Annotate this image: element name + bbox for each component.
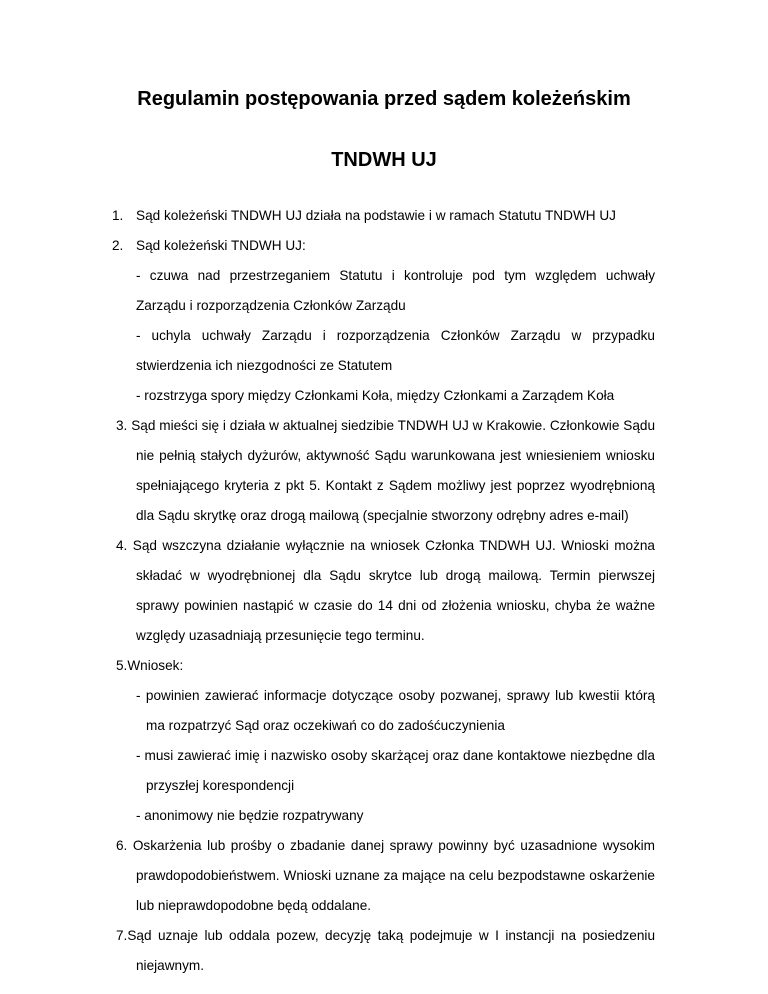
list-item-line: - musi zawierać imię i nazwisko osoby skarżącej oraz dane kontaktowe niezbędne dla: [136, 748, 655, 763]
paragraph-6-line: prawdopodobieństwem. Wnioski uznane za mające na celu bezpodstawne oskarżenie: [136, 868, 655, 883]
paragraph-4-line: [0, 621, 768, 651]
paragraph-text: Sąd koleżeński TNDWH UJ działa na podstawie i w ramach Statutu TNDWH UJ: [136, 208, 616, 223]
list-item-line: [0, 351, 768, 381]
paragraph-4-line: 4. Sąd wszczyna działanie wyłącznie na wniosek Członka TNDWH UJ. Wnioski można: [116, 538, 655, 553]
paragraph-text: lub nieprawdopodobne będą oddalane.: [136, 898, 372, 913]
paragraph-6-line: 6. Oskarżenia lub prośby o zbadanie danej sprawy powinny być uzasadnione wysokim: [116, 838, 655, 853]
list-item-text: stwierdzenia ich niezgodności ze Statutem: [136, 358, 393, 373]
paragraph-2: [0, 231, 768, 261]
paragraph-text: niejawnym.: [136, 958, 204, 973]
list-item-line: [0, 291, 768, 321]
document-subtitle: TNDWH UJ: [331, 149, 437, 171]
paragraph-text: 5.Wniosek:: [116, 658, 184, 673]
paragraph-7-line: 7.Sąd uznaje lub oddala pozew, decyzję taką podejmuje w I instancji na posiedzeniu: [116, 928, 655, 943]
list-item-line: - uchyla uchwały Zarządu i rozporządzenia Członków Zarządu w przypadku: [136, 328, 655, 343]
paragraph-text: Sąd koleżeński TNDWH UJ:: [136, 238, 306, 253]
paragraph-1: [0, 201, 768, 231]
paragraph-6-line: [0, 891, 768, 921]
paragraph-3-line: 3. Sąd mieści się i działa w aktualnej siedzibie TNDWH UJ w Krakowie. Członkowie Sądu: [116, 418, 655, 433]
list-item-text: przyszłej korespondencji: [146, 778, 295, 793]
paragraph-text: dla Sądu skrytkę oraz drogą mailową (specjalnie stworzony odrębny adres e-mail): [136, 508, 629, 523]
list-item-line: [0, 771, 768, 801]
paragraph-3-line: spełniającego kryteria z pkt 5. Kontakt z Sądem możliwy jest poprzez wyodrębnioną: [136, 478, 655, 493]
document-title: Regulamin postępowania przed sądem koleżeńskim: [137, 88, 631, 110]
list-item-line: [0, 711, 768, 741]
document-body: [0, 201, 768, 981]
list-item-text: - rozstrzyga spory między Członkami Koła, między Członkami a Zarządem Koła: [136, 388, 615, 403]
list-item-text: ma rozpatrzyć Sąd oraz oczekiwań co do zadośćuczynienia: [146, 718, 505, 733]
list-item-line: [0, 381, 768, 411]
paragraph-5-heading: [0, 651, 768, 681]
paragraph-3-line: [0, 501, 768, 531]
paragraph-4-line: sprawy powinien nastąpić w czasie do 14 dni od złożenia wniosku, chyba że ważne: [136, 598, 655, 613]
list-item-line: - czuwa nad przestrzeganiem Statutu i kontroluje pod tym względem uchwały: [136, 268, 655, 283]
list-item-text: - anonimowy nie będzie rozpatrywany: [136, 808, 364, 823]
paragraph-text: względy uzasadniają przesunięcie tego terminu.: [136, 628, 425, 643]
paragraph-number: 1.: [112, 208, 124, 223]
list-item-line: - powinien zawierać informacje dotyczące osoby pozwanej, sprawy lub kwestii którą: [136, 688, 655, 703]
paragraph-4-line: składać w wyodrębnionej dla Sądu skrytce lub drogą mailową. Termin pierwszej: [136, 568, 655, 583]
paragraph-7-line: [0, 951, 768, 981]
paragraph-3-line: nie pełnią stałych dyżurów, aktywność Sądu warunkowana jest wniesieniem wniosku: [136, 448, 655, 463]
list-item-text: Zarządu i rozporządzenia Członków Zarządu: [136, 298, 406, 313]
paragraph-number: 2.: [112, 238, 124, 253]
list-item-line: [0, 801, 768, 831]
